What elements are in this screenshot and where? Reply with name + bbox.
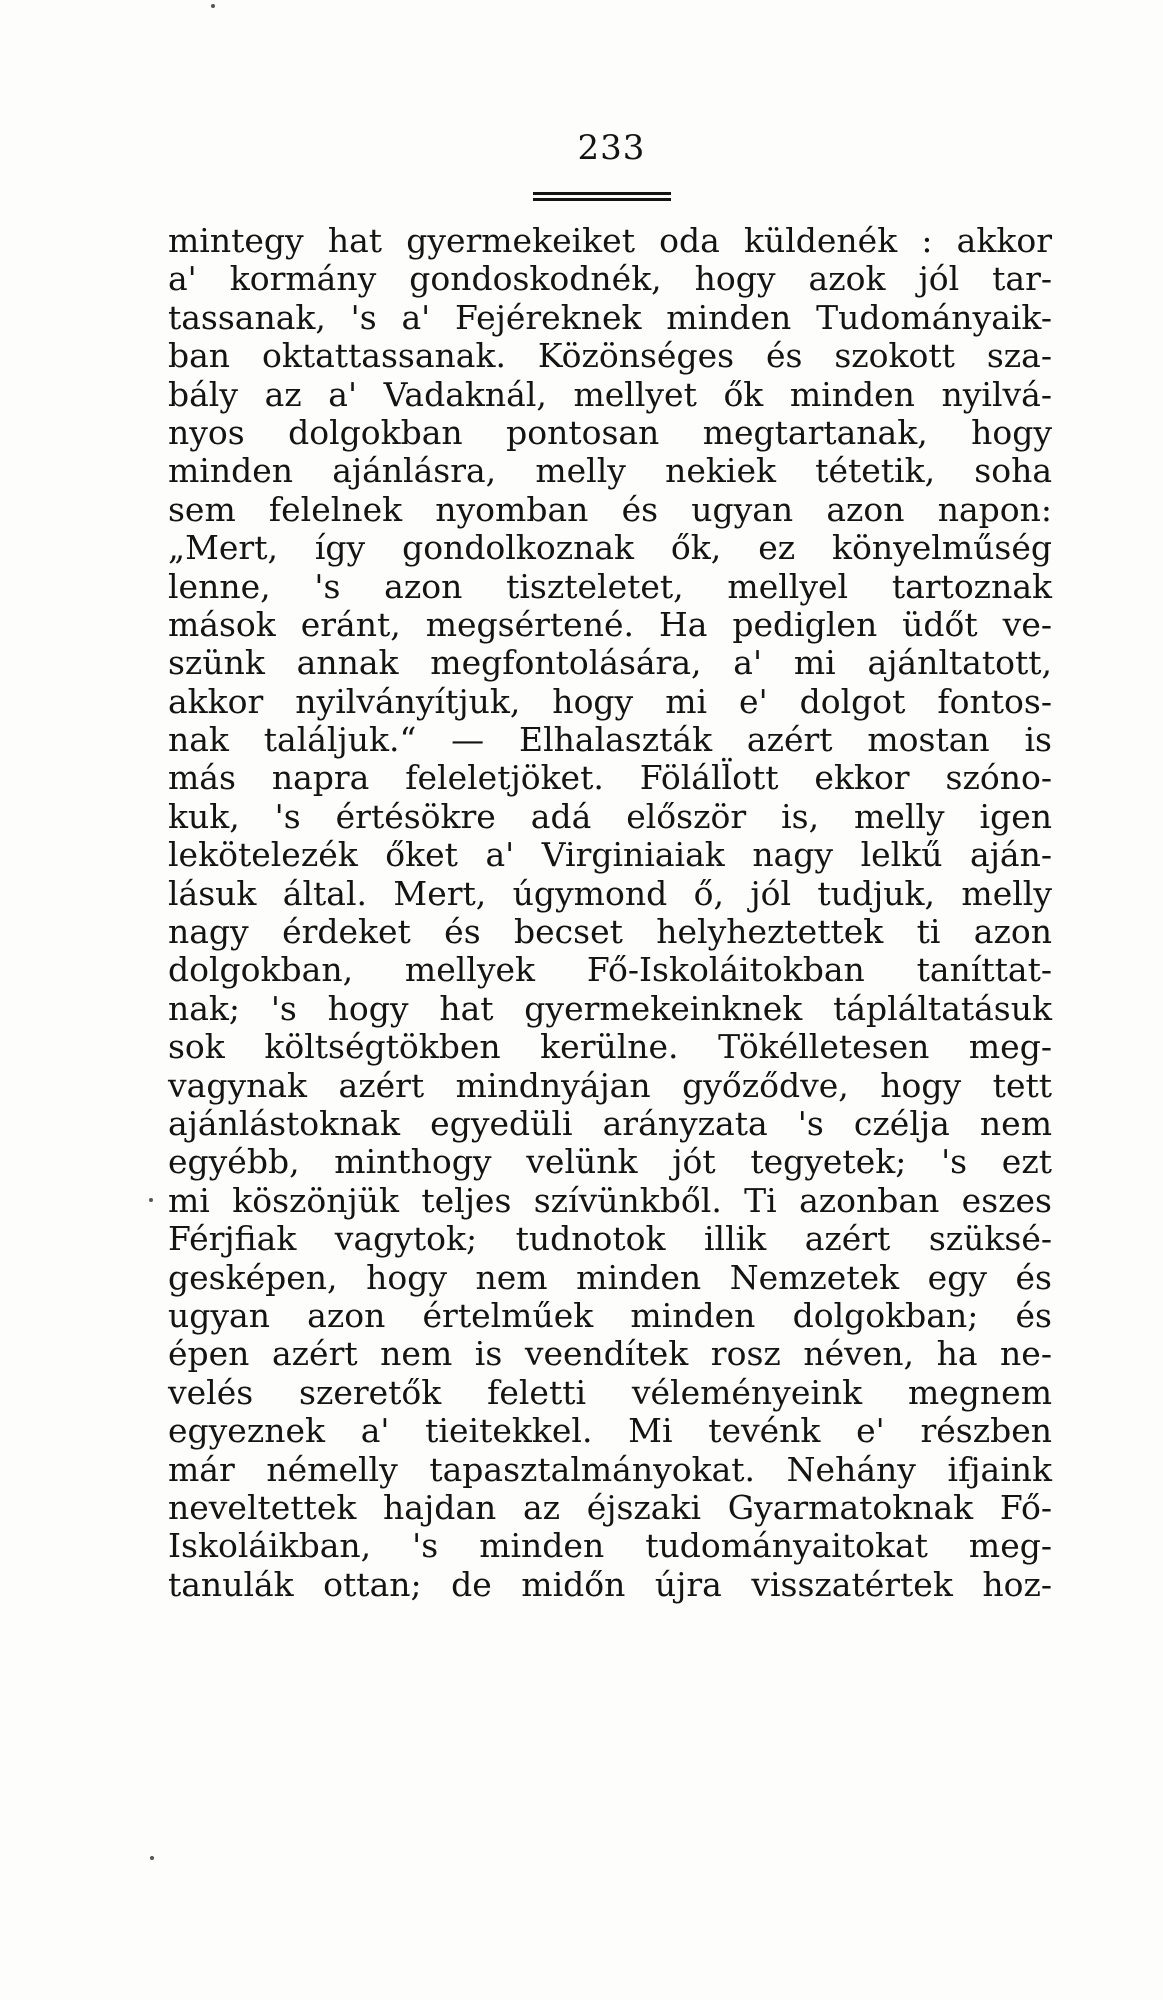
text-line: ugyan azon értelműek minden dolgokban; és bbox=[168, 1295, 1052, 1335]
text-line: tassanak, 's a' Fejéreknek minden Tudományaik- bbox=[168, 297, 1052, 337]
text-line: neveltettek hajdan az éjszaki Gyarmatoknak Fő- bbox=[168, 1487, 1052, 1527]
text-line: mi köszönjük teljes szívünkből. Ti azonban eszes bbox=[168, 1180, 1052, 1220]
text-line: akkor nyilványítjuk, hogy mi e' dolgot fontos- bbox=[168, 681, 1052, 721]
text-line: nak találjuk.“ — Elhalaszták azért mostan is bbox=[168, 720, 1052, 760]
text-line: nagy érdeket és becset helyheztettek ti azon bbox=[168, 912, 1052, 952]
text-line: sok költségtökben kerülne. Tökélletesen meg- bbox=[168, 1027, 1052, 1067]
text-line: épen azért nem is veendítek rosz néven, ha ne- bbox=[168, 1334, 1052, 1374]
text-line: kuk, 's értésökre adá először is, melly igen bbox=[168, 796, 1052, 836]
text-line: ban oktattassanak. Közönséges és szokott sza- bbox=[168, 336, 1052, 376]
text-line: velés szeretők feletti véleményeink megnem bbox=[168, 1372, 1052, 1412]
text-line: vagynak azért mindnyájan győződve, hogy tett bbox=[168, 1065, 1052, 1105]
page-number: 233 bbox=[577, 128, 646, 168]
text-line: nak; 's hogy hat gyermekeinknek tápláltatásuk bbox=[168, 988, 1052, 1028]
text-line: dolgokban, mellyek Fő-Iskoláitokban taníttat- bbox=[168, 950, 1052, 990]
body-text bbox=[168, 222, 1052, 1604]
scan-speck bbox=[149, 1198, 153, 1202]
text-line: lásuk által. Mert, úgymond ő, jól tudjuk, melly bbox=[168, 873, 1052, 913]
text-line: már némelly tapasztalmányokat. Nehány ifjaink bbox=[168, 1449, 1052, 1489]
text-line: bály az a' Vadaknál, mellyet ők minden nyilvá- bbox=[168, 374, 1052, 414]
text-line: mintegy hat gyermekeiket oda küldenék : akkor bbox=[168, 221, 1052, 260]
header-double-rule bbox=[533, 192, 671, 201]
text-line: „Mert, így gondolkoznak ők, ez könyelműség bbox=[168, 528, 1052, 568]
text-line: nyos dolgokban pontosan megtartanak, hogy bbox=[168, 412, 1052, 452]
text-line: lenne, 's azon tiszteletet, mellyel tartoznak bbox=[168, 566, 1052, 606]
scan-speck bbox=[150, 1856, 154, 1860]
text-line: egyébb, minthogy velünk jót tegyetek; 's ezt bbox=[168, 1142, 1052, 1182]
text-line: minden ajánlásra, melly nekiek tétetik, soha bbox=[168, 451, 1052, 491]
scan-speck bbox=[211, 4, 215, 8]
text-line: gesképen, hogy nem minden Nemzetek egy és bbox=[168, 1257, 1052, 1297]
text-line: Iskoláikban, 's minden tudományaitokat meg- bbox=[168, 1526, 1052, 1566]
text-line: egyeznek a' tieitekkel. Mi tevénk e' részben bbox=[168, 1411, 1052, 1451]
text-line: tanulák ottan; de midőn újra visszatértek hoz- bbox=[168, 1564, 1052, 1604]
text-line: lekötelezék őket a' Virginiaiak nagy lelkű aján- bbox=[168, 835, 1052, 875]
text-line: szünk annak megfontolására, a' mi ajánltatott, bbox=[168, 643, 1052, 683]
text-line: ajánlástoknak egyedüli arányzata 's czélja nem bbox=[168, 1103, 1052, 1143]
text-line: mások eránt, megsértené. Ha pediglen üdőt ve- bbox=[168, 604, 1052, 644]
text-line: más napra feleletjöket. Föláll̈ott ekkor szóno- bbox=[168, 758, 1052, 798]
text-line: Férjfiak vagytok; tudnotok illik azért szüksé- bbox=[168, 1219, 1052, 1259]
text-line: a' kormány gondoskodnék, hogy azok jól tar- bbox=[168, 259, 1052, 299]
text-line: sem felelnek nyomban és ugyan azon napon: bbox=[168, 489, 1052, 529]
